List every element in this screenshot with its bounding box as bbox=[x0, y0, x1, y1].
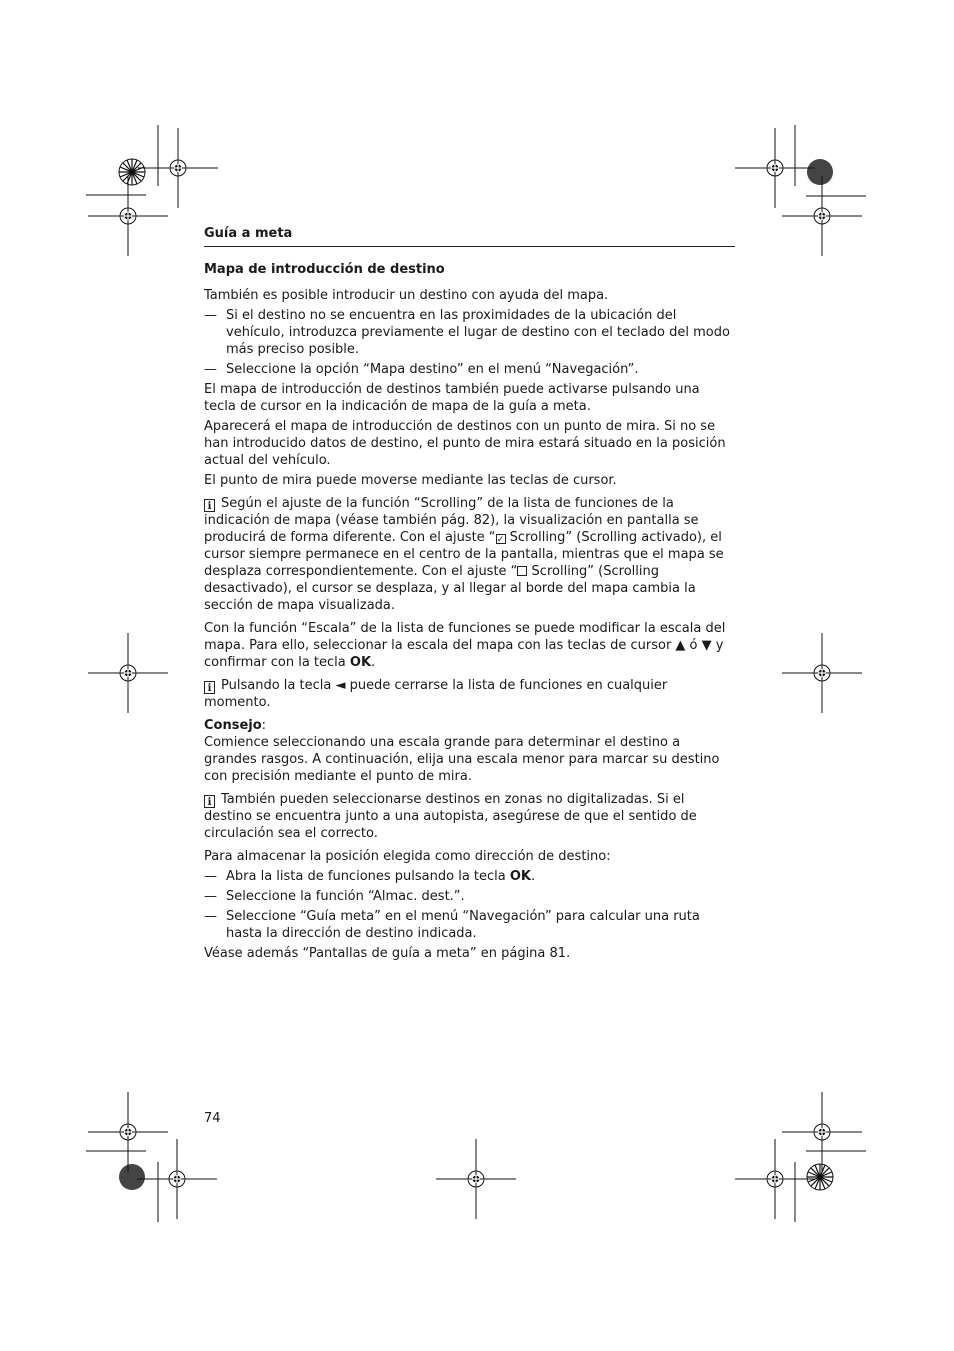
tip-block: Consejo: Comience seleccionando una escala grande para determinar el destino a grandes rasgos. A continuación, elija una escala menor para marcar su destino con precisión mediante el punto de mira. bbox=[204, 718, 720, 784]
paragraph: Aparecerá el mapa de introducción de destinos con un punto de mira. Si no se han introducido datos de destino, el punto de mira estará situado en la posición actual del vehículo. bbox=[204, 419, 726, 468]
paragraph: Para almacenar la posición elegida como dirección de destino: bbox=[204, 849, 611, 864]
dash-mark: — bbox=[204, 889, 217, 904]
list-item: — Si el destino no se encuentra en las proximidades de la ubicación del vehículo, introduzca previamente el lugar de destino con el teclado del modo más preciso posible. bbox=[204, 308, 730, 357]
list-item: — Seleccione la opción “Mapa destino” en el menú “Navegación”. bbox=[204, 362, 639, 377]
page-number: 74 bbox=[204, 1111, 221, 1126]
ok-key-label: OK bbox=[349, 655, 372, 670]
ok-key-label: OK bbox=[509, 869, 531, 884]
dash-mark: — bbox=[204, 308, 217, 323]
tip-label: Consejo bbox=[204, 718, 262, 733]
dash-mark: — bbox=[204, 869, 217, 884]
list-item: — Seleccione la función “Almac. dest.”. bbox=[204, 889, 465, 904]
info-note: i También pueden seleccionarse destinos en zonas no digitalizadas. Si el destino se encuentra junto a una autopista, asegúrese de que el sentido de circulación sea el correcto. bbox=[204, 792, 697, 841]
page-title: Mapa de introducción de destino bbox=[204, 262, 445, 277]
info-icon: i bbox=[204, 499, 215, 512]
list-item: — Seleccione “Guía meta” en el menú “Navegación” para calcular una ruta hasta la dirección de destino indicada. bbox=[204, 909, 700, 941]
info-icon: i bbox=[204, 681, 215, 694]
paragraph: El punto de mira puede moverse mediante las teclas de cursor. bbox=[204, 473, 617, 488]
info-note: i Pulsando la tecla ◄ puede cerrarse la lista de funciones en cualquier momento. bbox=[204, 678, 668, 710]
paragraph: El mapa de introducción de destinos también puede activarse pulsando una tecla de cursor en la indicación de mapa de la guía a meta. bbox=[204, 382, 700, 414]
info-icon: i bbox=[204, 795, 215, 808]
dash-mark: — bbox=[204, 909, 217, 924]
intro-paragraph: También es posible introducir un destino con ayuda del mapa. bbox=[204, 288, 609, 303]
list-item: — Abra la lista de funciones pulsando la tecla OK. bbox=[204, 869, 536, 884]
section-header: Guía a meta bbox=[204, 225, 735, 247]
document-page bbox=[204, 225, 735, 965]
paragraph: Con la función “Escala” de la lista de funciones se puede modificar la escala del mapa. Para ello, seleccionar la escala del mapa con las teclas de cursor ▲ ó ▼ y confirmar con la tecla OK. bbox=[204, 621, 726, 670]
reference-paragraph: Véase además “Pantallas de guía a meta” en página 81. bbox=[204, 946, 571, 961]
checkbox-checked-icon: ✓ bbox=[496, 535, 505, 545]
info-note: i Según el ajuste de la función “Scrolling” de la lista de funciones de la indicación de mapa (véase también pág. 82), la visualización en pantalla se producirá de forma diferente. Con el ajuste “✓ Scrolling” (Scrolling activado), el cursor siempre permanece en el centro de la pantalla, mientras que el mapa se desplaza correspondientemente. Con el ajuste “ Scrolling” (Scrolling desactivado), el cursor se desplaza, y al llegar al borde del mapa cambia la sección de mapa visualizada. bbox=[204, 496, 724, 613]
checkbox-empty-icon bbox=[517, 566, 527, 576]
dash-mark: — bbox=[204, 362, 217, 377]
